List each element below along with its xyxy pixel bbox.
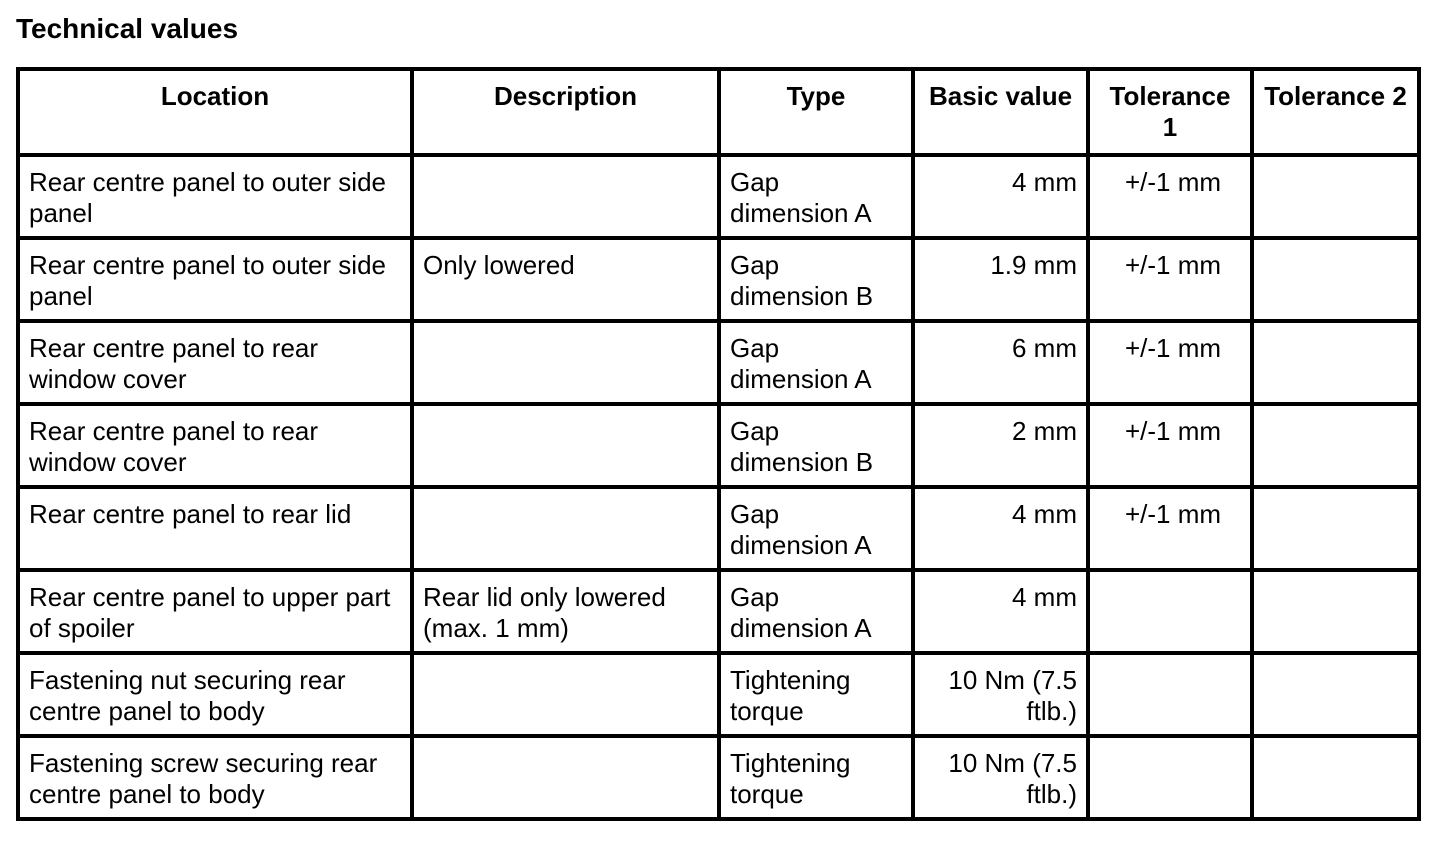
cell-location: Rear centre panel to outer side panel xyxy=(18,238,412,321)
cell-basic-value: 4 mm xyxy=(913,570,1088,653)
cell-location: Rear centre panel to rear window cover xyxy=(18,404,412,487)
cell-type: Gap dimension B xyxy=(719,238,913,321)
column-header-basic-value: Basic value xyxy=(913,69,1088,155)
cell-tolerance-2 xyxy=(1252,487,1419,570)
table-header-row xyxy=(18,69,1419,155)
table-row xyxy=(18,155,1419,238)
cell-type: Tightening torque xyxy=(719,653,913,736)
column-header-tolerance-1: Tolerance 1 xyxy=(1088,69,1252,155)
cell-location: Rear centre panel to outer side panel xyxy=(18,155,412,238)
table-row xyxy=(18,487,1419,570)
cell-description: Rear lid only lowered (max. 1 mm) xyxy=(412,570,719,653)
cell-basic-value: 10 Nm (7.5 ftlb.) xyxy=(913,653,1088,736)
column-header-tolerance-2: Tolerance 2 xyxy=(1252,69,1419,155)
column-header-description: Description xyxy=(412,69,719,155)
cell-tolerance-2 xyxy=(1252,238,1419,321)
cell-tolerance-1 xyxy=(1088,155,1252,238)
cell-basic-value: 6 mm xyxy=(913,321,1088,404)
cell-basic-value: 1.9 mm xyxy=(913,238,1088,321)
cell-basic-value: 4 mm xyxy=(913,155,1088,238)
cell-tolerance-1 xyxy=(1088,653,1252,736)
cell-tolerance-1 xyxy=(1088,321,1252,404)
cell-description xyxy=(412,404,719,487)
cell-location: Rear centre panel to upper part of spoiler xyxy=(18,570,412,653)
cell-description: Only lowered xyxy=(412,238,719,321)
cell-tolerance-1 xyxy=(1088,736,1252,819)
cell-tolerance-2 xyxy=(1252,570,1419,653)
cell-type: Gap dimension A xyxy=(719,487,913,570)
column-header-location: Location xyxy=(18,69,412,155)
technical-values-table xyxy=(16,67,1421,821)
tolerance-1-value: +/-1 mm xyxy=(1124,499,1222,529)
column-header-type: Type xyxy=(719,69,913,155)
cell-basic-value: 4 mm xyxy=(913,487,1088,570)
cell-tolerance-1 xyxy=(1088,487,1252,570)
cell-type: Gap dimension A xyxy=(719,570,913,653)
table-row xyxy=(18,736,1419,819)
cell-description xyxy=(412,487,719,570)
cell-description xyxy=(412,321,719,404)
cell-basic-value: 10 Nm (7.5 ftlb.) xyxy=(913,736,1088,819)
cell-location: Rear centre panel to rear window cover xyxy=(18,321,412,404)
table-row xyxy=(18,238,1419,321)
tolerance-1-value: +/-1 mm xyxy=(1124,333,1222,363)
cell-tolerance-2 xyxy=(1252,155,1419,238)
cell-type: Gap dimension A xyxy=(719,321,913,404)
cell-tolerance-2 xyxy=(1252,736,1419,819)
cell-tolerance-2 xyxy=(1252,321,1419,404)
table-row xyxy=(18,653,1419,736)
page-title: Technical values xyxy=(16,13,239,44)
cell-basic-value: 2 mm xyxy=(913,404,1088,487)
table-row xyxy=(18,570,1419,653)
cell-type: Tightening torque xyxy=(719,736,913,819)
cell-description xyxy=(412,155,719,238)
cell-description xyxy=(412,653,719,736)
cell-tolerance-2 xyxy=(1252,404,1419,487)
cell-tolerance-1 xyxy=(1088,404,1252,487)
cell-location: Rear centre panel to rear lid xyxy=(18,487,412,570)
tolerance-1-value: +/-1 mm xyxy=(1124,416,1222,446)
tolerance-1-value: +/-1 mm xyxy=(1124,167,1222,197)
cell-description xyxy=(412,736,719,819)
cell-tolerance-1 xyxy=(1088,238,1252,321)
cell-type: Gap dimension A xyxy=(719,155,913,238)
table-row xyxy=(18,404,1419,487)
cell-type: Gap dimension B xyxy=(719,404,913,487)
table-row xyxy=(18,321,1419,404)
cell-location: Fastening screw securing rear centre panel to body xyxy=(18,736,412,819)
tolerance-1-value: +/-1 mm xyxy=(1124,250,1222,280)
cell-tolerance-2 xyxy=(1252,653,1419,736)
cell-tolerance-1 xyxy=(1088,570,1252,653)
cell-location: Fastening nut securing rear centre panel to body xyxy=(18,653,412,736)
